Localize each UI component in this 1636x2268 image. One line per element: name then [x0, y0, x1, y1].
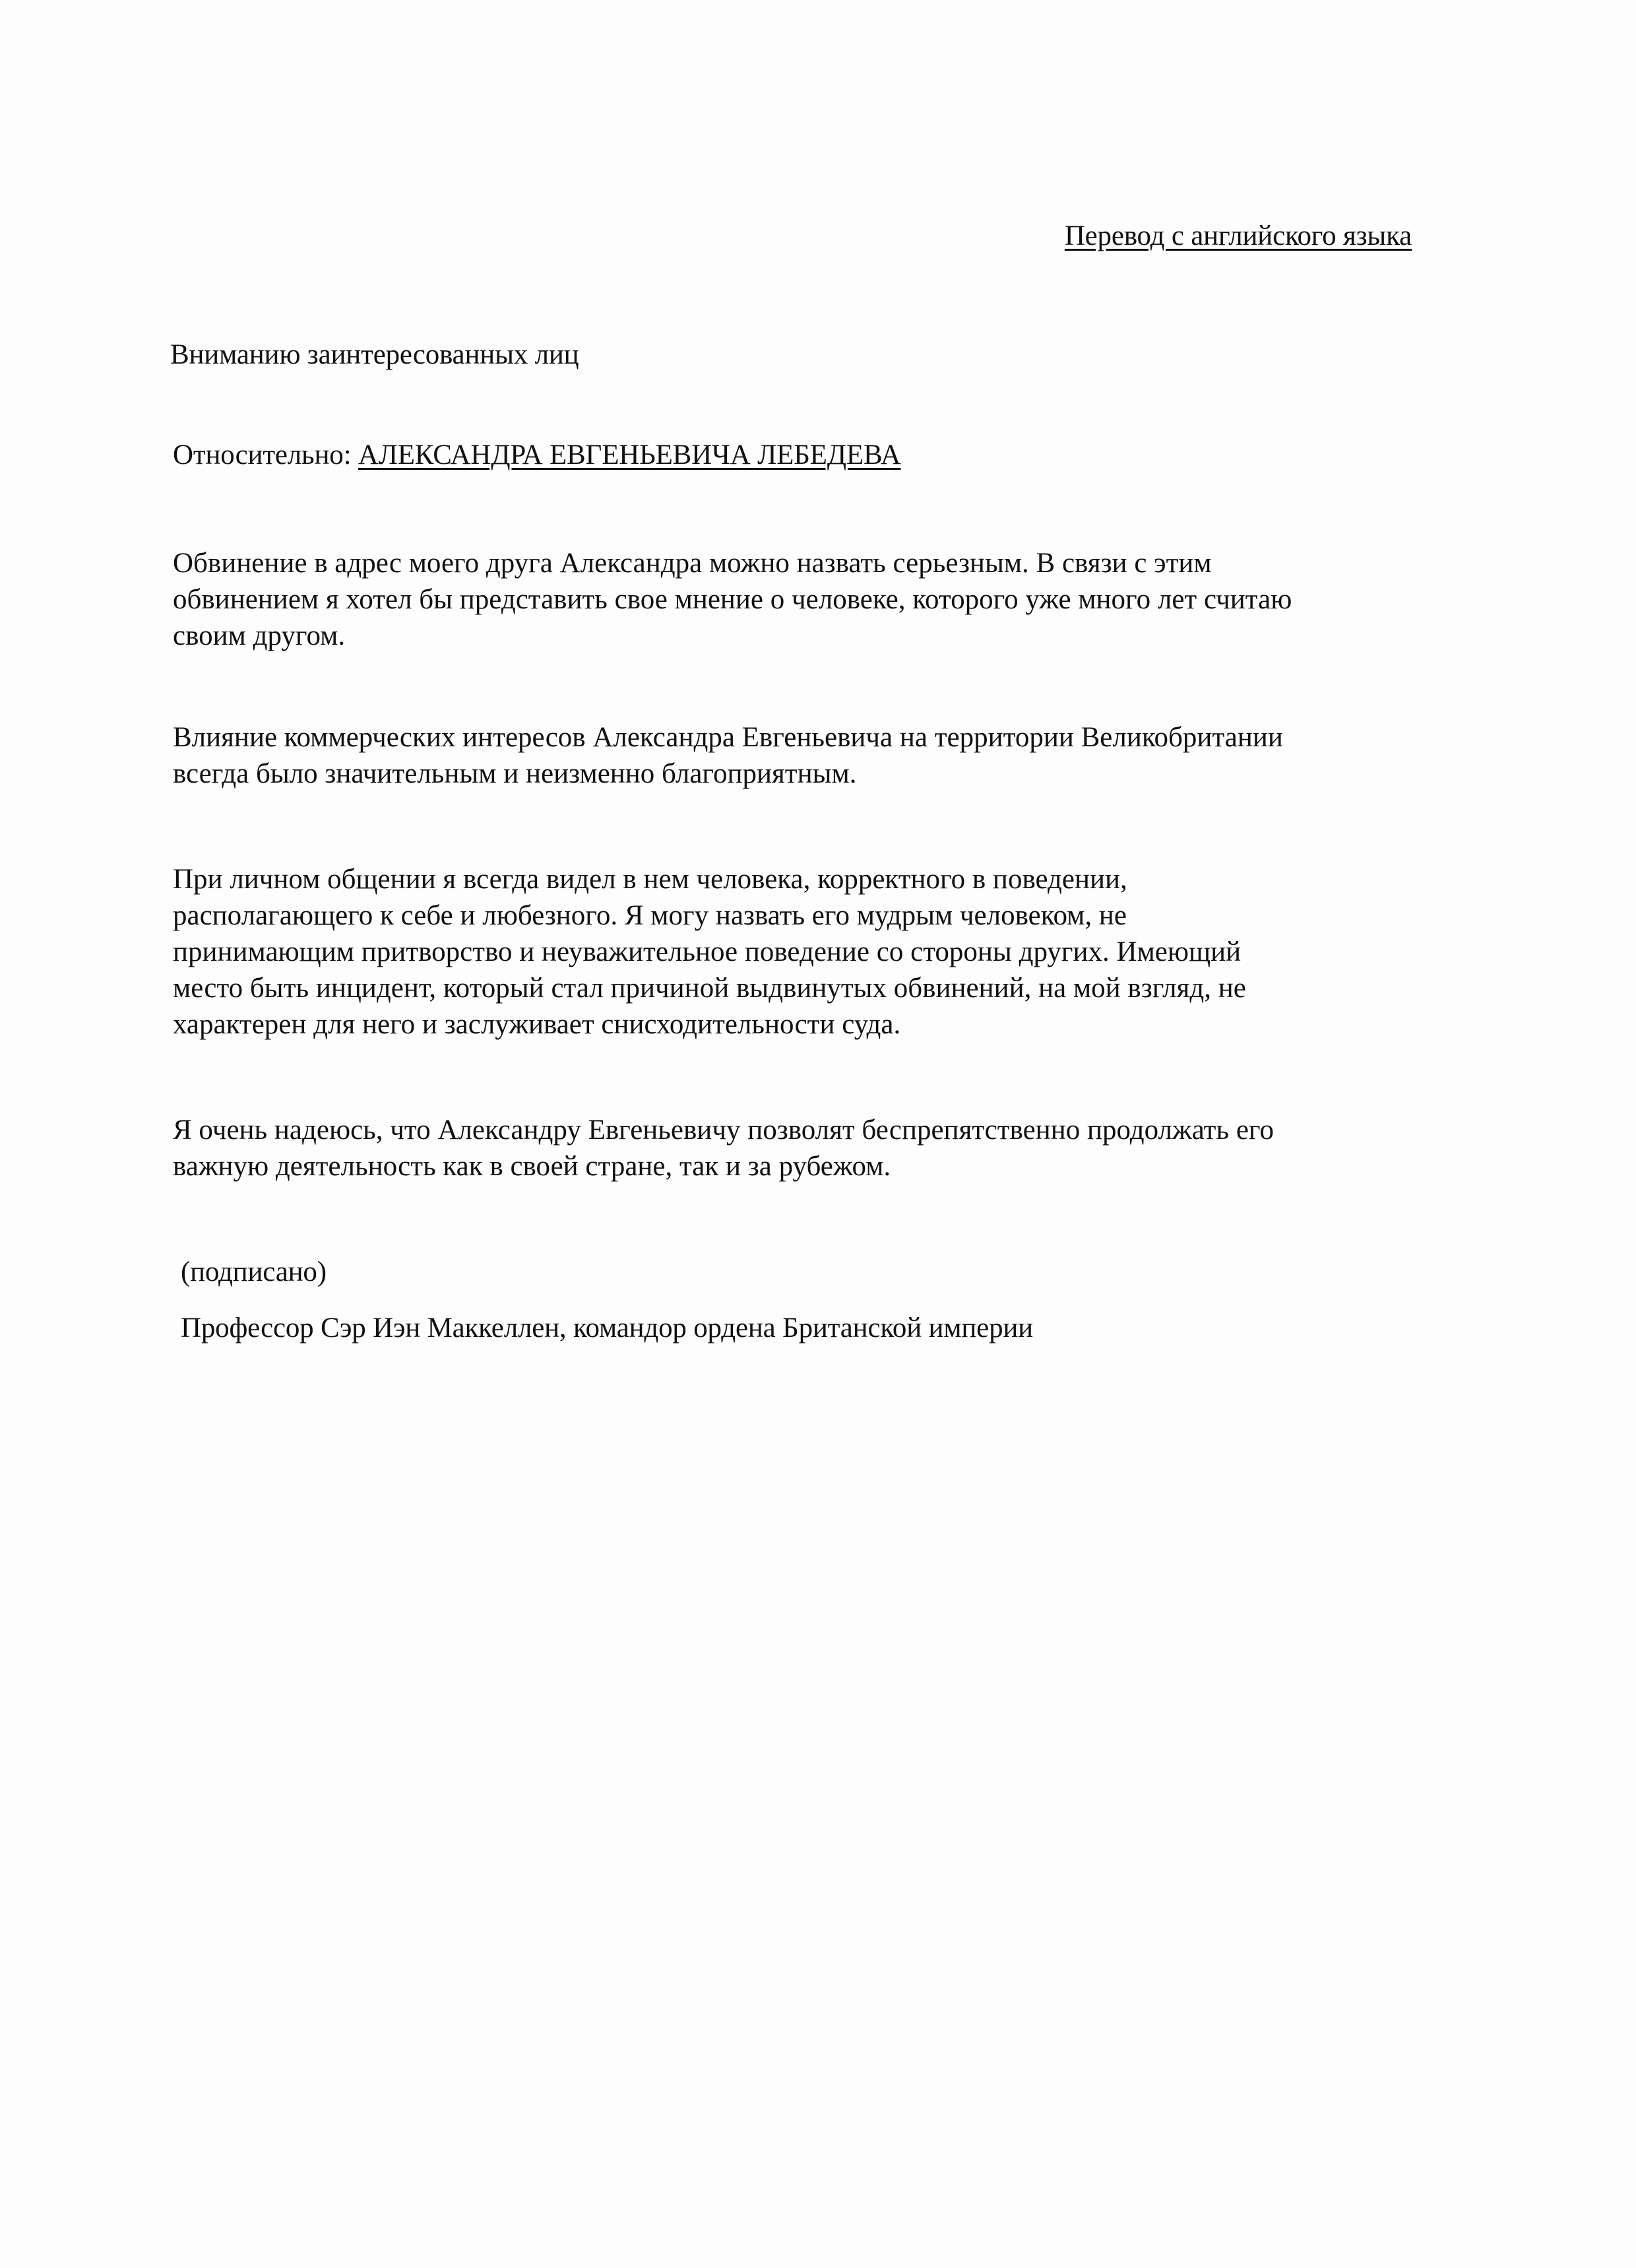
paragraph-line: обвинением я хотел бы представить свое мнение о человеке, которого уже много лет считаю [173, 584, 1292, 615]
paragraph-accusation [173, 545, 1292, 654]
paragraph-personal-character [173, 861, 1246, 1043]
paragraph-commercial-interests [173, 719, 1283, 792]
paragraph-hope [173, 1112, 1274, 1184]
translation-header: Перевод с английского языка [1064, 220, 1412, 251]
addressee-line: Вниманию заинтересованных лиц [170, 339, 579, 370]
paragraph-line: всегда было значительным и неизменно благоприятным. [173, 758, 857, 789]
paragraph-line: важную деятельность как в своей стране, так и за рубежом. [173, 1151, 891, 1182]
regarding-label: Относительно: [173, 439, 352, 470]
regarding-line [173, 437, 901, 473]
paragraph-line: своим другом. [173, 620, 346, 651]
paragraph-line: Обвинение в адрес моего друга Александра можно назвать серьезным. В связи с этим [173, 548, 1212, 579]
signatory-line: Профессор Сэр Иэн Маккеллен, командор ордена Британской империи [181, 1312, 1033, 1344]
paragraph-line: место быть инцидент, который стал причиной выдвинутых обвинений, на мой взгляд, не [173, 973, 1246, 1004]
paragraph-line: принимающим притворство и неуважительное поведение со стороны других. Имеющий [173, 936, 1242, 967]
paragraph-line: Я очень надеюсь, что Александру Евгеньевичу позволят беспрепятственно продолжать его [173, 1115, 1274, 1146]
paragraph-line: располагающего к себе и любезного. Я могу назвать его мудрым человеком, не [173, 900, 1127, 931]
signed-note: (подписано) [181, 1256, 327, 1287]
paragraph-line: При личном общении я всегда видел в нем человека, корректного в поведении, [173, 864, 1127, 895]
regarding-name: АЛЕКСАНДРА ЕВГЕНЬЕВИЧА ЛЕБЕДЕВА [358, 439, 901, 470]
paragraph-line: Влияние коммерческих интересов Александра Евгеньевича на территории Великобритании [173, 722, 1283, 753]
paragraph-line: характерен для него и заслуживает снисходительности суда. [173, 1009, 901, 1040]
